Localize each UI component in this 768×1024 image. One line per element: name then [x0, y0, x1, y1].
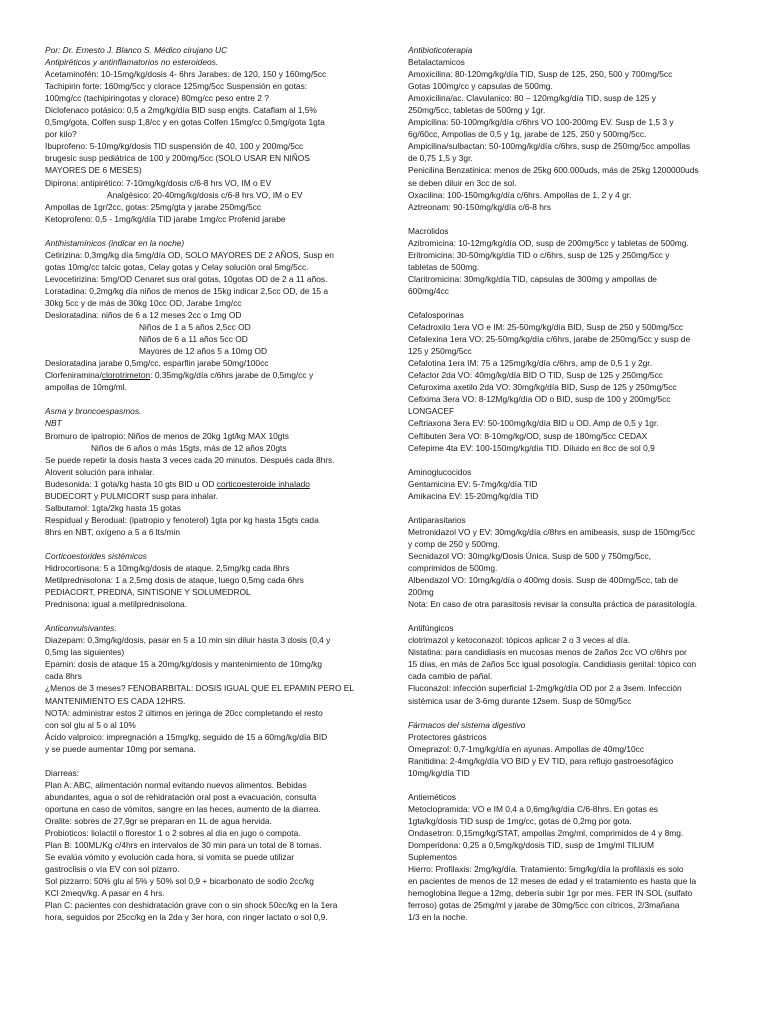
- underlined-text: corticoesteroide inhalado: [216, 478, 310, 489]
- text-line: BUDECORT y PULMICORT susp para inhalar.: [45, 490, 218, 501]
- section-heading: Corticoestorides sistémicos: [45, 550, 147, 561]
- section-heading: Antipiréticos y antinflamatorios no esteroideos.: [45, 57, 219, 68]
- text-line: Se evalúa vómito y evolución cada hora, si vomita se puede utilizar: [45, 852, 295, 863]
- text-line: Epamin: dosis de ataque 15 a 20mg/kg/dosis y mantenimiento de 10mg/kg: [45, 659, 323, 670]
- text-line: Ibuprofeno: 5-10mg/kg/dosis TID suspensión de 40, 100 y 200mg/5cc: [45, 141, 304, 152]
- text-line: Suplementos: [408, 852, 457, 863]
- text-line: Gentamicina EV: 5-7mg/kg/día TID: [408, 478, 538, 489]
- text-line: brugesic susp pediátrica de 100 y 200mg/5cc (SOLO USAR EN NIÑOS: [45, 153, 310, 164]
- text-line: Antifúngicos: [408, 623, 454, 634]
- text-line: Cetirizina: 0,3mg/kg día 5mg/día OD, SOLO MAYORES DE 2 AÑOS, Susp en: [45, 249, 334, 260]
- text-line: Hierro: Profilaxis: 2mg/kg/día. Tratamiento: 5mg/kg/día la profilaxis es solo: [408, 864, 684, 875]
- text-line: Cefalosporinas: [408, 310, 464, 321]
- text-line: gotas 10mg/cc talcic gotas, Celay gotas y Celay solución oral 5mg/5cc.: [45, 261, 309, 272]
- text-line: Diazepam: 0,3mg/kg/dosis, pasar en 5 a 10 min sin diluir hasta 3 dosis (0,4 y: [45, 635, 331, 646]
- spacer: [408, 297, 738, 309]
- text-line: Niños de 6 a 11 años 5cc OD: [139, 334, 248, 345]
- text-line: Albendazol VO: 10mg/kg/día o 400mg dosis. Susp de 400mg/5cc, tab de: [408, 575, 679, 586]
- text-line: Nota: En caso de otra parasitosis revisar la consulta práctica de parasitología.: [408, 599, 698, 610]
- text-line: Plan C: pacientes con deshidratación grave con o sin shock 50cc/kg en la 1era: [45, 900, 338, 911]
- text-line: oportuna en caso de vómitos, sangre en las heces, aumento de la diarrea.: [45, 803, 321, 814]
- text-line: Hidrocortisona: 5 a 10mg/kg/dosis de ataque. 2,5mg/kg cada 8hrs: [45, 563, 290, 574]
- text-line: Aminoglucocidos: [408, 466, 472, 477]
- right-column: [408, 44, 738, 1004]
- text-line: Claritromicina: 30mg/kg/día TID, capsulas de 300mg y ampollas de: [408, 273, 657, 284]
- spacer: [408, 213, 738, 225]
- text-line: ampollas de 10mg/ml.: [45, 382, 127, 393]
- text-line: en pacientes de menos de 12 meses de edad y el tratamiento es hasta que la: [408, 876, 697, 887]
- section-heading: Por: Dr. Ernesto J. Blanco S. Médico cirujano UC: [45, 45, 228, 55]
- text-line: Probioticos: liolactil o florestor 1 o 2 sobres al día en jugo o compota.: [45, 828, 301, 839]
- text-line: Betalactamicos: [408, 57, 465, 68]
- text-line: cada cambio de pañal.: [408, 671, 493, 682]
- text-line: Gotas 100mg/cc y capsulas de 500mg.: [408, 81, 553, 92]
- text-line: se deben diluir en 3cc de sol.: [408, 177, 517, 188]
- text-line: Dipirona: antipirético: 7-10mg/kg/dosis c/6-8 hrs VO, IM o EV: [45, 177, 272, 188]
- text-line: Ampollas de 1gr/2cc, gotas: 25mg/gta y jarabe 250mg/5cc: [45, 201, 262, 212]
- text-line: 30kg 5cc y de más de 30kg 10cc OD, Jarabe 1mg/cc: [45, 297, 242, 308]
- text-line: Niños de 6 años o más 15gts, más de 12 años 20gts: [91, 442, 287, 453]
- text-segment: Budesonida: 1 gota/kg hasta 10 gts BID u OD: [45, 478, 217, 489]
- text-line: clotrimazol y ketoconazol: tópicos aplicar 2 o 3 veces al día.: [408, 635, 631, 646]
- text-line: Salbutamol: 1gta/2kg hasta 15 gotas: [45, 502, 181, 513]
- text-line: Tachipirin forte: 160mg/5cc y clorace 125mg/5cc Suspensión en gotas:: [45, 81, 308, 92]
- text-line: Ondasetron: 0,15mg/kg/STAT, ampollas 2mg/ml, comprimidos de 4 y 8mg.: [408, 828, 684, 839]
- text-line: Antiparasitarios: [408, 514, 466, 525]
- text-line: y se puede aumentar 10mg por semana.: [45, 743, 196, 754]
- text-line: Antieméticos: [408, 791, 456, 802]
- text-line: cada 8hrs: [45, 671, 82, 682]
- section-heading: Antibioticoterapia: [408, 45, 473, 55]
- text-line: tabletas de 500mg.: [408, 261, 480, 272]
- spacer: [45, 538, 370, 550]
- text-line: 15 días, en más de 2años 5cc igual posología. Candidiasis genital: tópico con: [408, 659, 697, 670]
- text-line: Omeprazol: 0,7-1mg/kg/día en ayunas. Ampollas de 40mg/10cc: [408, 743, 645, 754]
- text-line: 250mg/5cc, tabletas de 500mg y 1gr.: [408, 105, 546, 116]
- text-line: Ceftibuten 3era VO: 8-10mg/kg/OD, susp de 180mg/5cc CEDAX: [408, 430, 648, 441]
- text-line: Plan A: ABC, alimentación normal evitando nuevos alimentos. Bebidas: [45, 779, 307, 790]
- text-line: Nistatina: para candidiasis en mucosas menos de 2años 2cc VO c/6hrs por: [408, 647, 687, 658]
- text-line: LONGACEF: [408, 406, 455, 417]
- text-line: Bromuro de ipatropio: Niños de menos de 20kg 1gt/kg MAX 10gts: [45, 430, 289, 441]
- text-line: Loratadina: 0,2mg/kg día niños de menos de 15kg indicar 2,5cc OD, de 15 a: [45, 285, 329, 296]
- text-line: Domperidona: 0,25 a 0,5mg/kg/dosis TID, susp de 1mg/ml TILIUM: [408, 840, 654, 851]
- spacer: [408, 454, 738, 466]
- text-line: Eritromicina: 30-50mg/kg/día TID o c/6hrs, susp de 125 y 250mg/5cc y: [408, 249, 670, 260]
- text-line: Azitromicina: 10-12mg/kg/día OD, susp de 200mg/5cc y tabletas de 500mg.: [408, 237, 689, 248]
- section-heading: Anticonvulsivantes.: [45, 623, 117, 634]
- text-line: Amoxicilina: 80-120mg/kg/día TID, Susp de 125, 250, 500 y 700mg/5cc: [408, 69, 673, 80]
- spacer: [408, 707, 738, 719]
- text-line: 1gta/kg/dosis TID susp de 1mg/cc, gotas de 0,2mg por gota.: [408, 816, 632, 826]
- text-line: por kilo?: [45, 129, 77, 140]
- text-line: Cefepime 4ta EV: 100-150mg/kg/día TID. Diluido en 8cc de sol 0,9: [408, 442, 655, 453]
- text-line: Oxacilina: 100-150mg/kg/día c/6hrs. Ampollas de 1, 2 y 4 gr.: [408, 189, 632, 200]
- text-line: Metronidazol VO y EV: 30mg/kg/día c/8hrs en amibeasis, susp de 150mg/5cc: [408, 526, 695, 537]
- text-line: 200mg: [408, 587, 434, 598]
- text-line: y comp de 250 y 500mg.: [408, 538, 500, 549]
- text-line: [45, 478, 370, 490]
- text-line: comprimidos de 500mg.: [408, 563, 498, 574]
- text-line: Ranitidina: 2-4mg/kg/día VO BID y EV TID, para reflujo gastroesofágico: [408, 755, 674, 766]
- text-line: Cefixima 3era VO: 8-12Mg/kg/día OD o BID, susp de 100 y 200mg/5cc: [408, 394, 671, 405]
- text-line: MAYORES DE 6 MESES): [45, 165, 142, 176]
- section-heading: Asma y broncoespasmos.: [45, 406, 142, 417]
- text-line: ferroso) gotas de 25mg/ml y jarabe de 30mg/5cc con cítricos, 2/3mañana: [408, 900, 680, 911]
- text-line: Diclofenaco potásico: 0,5 a 2mg/kg/día BID susp engts. Cataflam al 1,5%: [45, 105, 317, 116]
- text-line: Niños de 1 a 5 años 2,5cc OD: [139, 322, 251, 333]
- text-line: sistémica usar de 3-6mg durante 12sem. Susp de 50mg/5cc: [408, 695, 632, 706]
- text-line: Aztreonam: 90-150mg/kg/día c/6-8 hrs: [408, 201, 551, 212]
- text-line: Se puede repetir la dosis hasta 3 veces cada 20 minutos. Después cada 8hrs.: [45, 454, 335, 465]
- text-line: MANTENIMIENTO ES CADA 12HRS.: [45, 695, 186, 706]
- text-line: Ceftriaxona 3era EV: 50-100mg/kg/día BID u OD. Amp de 0,5 y 1gr.: [408, 418, 659, 429]
- text-line: Diarreas:: [45, 767, 79, 778]
- text-line: Metilprednisolona: 1 a 2,5mg dosis de ataque, luego 0,5mg cada 6hrs: [45, 575, 304, 586]
- text-line: Cefalexina 1era VO: 25-50mg/kg/día c/6hrs, jarabe de 250mg/5cc y susp de: [408, 334, 691, 345]
- text-segment: : 0,35mg/kg/día c/6hrs jarabe de 0,5mg/cc y: [150, 370, 314, 381]
- text-line: 6g/60cc, Ampollas de 0,5 y 1g, jarabe de 125, 250 y 500mg/5cc.: [408, 129, 647, 140]
- text-line: Amikacina EV: 15-20mg/kg/día TID: [408, 490, 539, 501]
- text-line: abundantes, agua o sol de rehidratación oral post a evacuación, consulta: [45, 791, 317, 802]
- text-line: Desloratadina: niños de 6 a 12 meses 2cc o 1mg OD: [45, 310, 242, 321]
- spacer: [408, 610, 738, 622]
- text-line: Macrolidos: [408, 225, 449, 236]
- text-line: Cefuroxima axetilo 2da VO: 30mg/kg/día BID, Susp de 125 y 250mg/5cc: [408, 382, 677, 393]
- section-heading: NBT: [45, 418, 62, 429]
- text-line: ¿Menos de 3 meses? FENOBARBITAL: DOSIS IGUAL QUE EL EPAMIN PERO EL: [45, 683, 355, 694]
- text-line: Ácido valproico: impregnación a 15mg/kg, seguido de 15 a 60mg/kg/día BID: [45, 731, 328, 742]
- text-line: 1/3 en la noche.: [408, 912, 468, 923]
- text-line: Amoxicilina/ac. Clavulanico: 80 – 120mg/kg/día TID, susp de 125 y: [408, 93, 656, 104]
- text-line: 100mg/cc (tachipiringotas y clorace) 80mg/cc peso entre 2 ?: [45, 93, 269, 104]
- text-line: Protectores gástricos: [408, 731, 487, 742]
- text-line: Fluconazol: infección superficial 1-2mg/kg/día OD por 2 a 3sem. Infección: [408, 683, 682, 694]
- text-line: hora, seguidos por 25cc/kg en la 2da y 3er hora, con ringer lactato o sol 0,9.: [45, 912, 328, 923]
- text-line: Penicilina Benzatinica: menos de 25kg 600.000uds, más de 25kg 1200000uds: [408, 165, 699, 176]
- text-line: 125 y 250mg/5cc: [408, 346, 472, 357]
- text-line: Respidual y Berodual: (ipatropio y fenoterol) 1gta por kg hasta 15gts cada: [45, 514, 319, 525]
- text-line: PEDIACORT, PREDNA, SINTISONE Y SOLUMEDROL: [45, 587, 251, 598]
- text-line: NOTA: administrar estos 2 últimos en jeringa de 20cc completando el resto: [45, 707, 323, 718]
- text-line: Levocetirizina: 5mg/OD Cenaret sus oral gotas, 10gotas OD de 2 a 11 años.: [45, 273, 328, 284]
- text-line: Metoclopramida: VO e IM 0,4 a 0,6mg/kg/día C/6-8hrs. En gotas es: [408, 803, 658, 814]
- text-line: Plan B: 100ML/Kg c/4hrs en intervalos de 30 min para un total de 8 tomas.: [45, 840, 322, 851]
- text-line: Ampicilina/sulbactan: 50-100mg/kg/día c/6hrs, susp de 250mg/5cc ampollas: [408, 141, 691, 152]
- text-line: Prednisona: igual a metilprednisolona.: [45, 599, 187, 610]
- left-column: [45, 44, 370, 1004]
- underlined-text: clorotrimeton: [101, 370, 151, 381]
- text-line: Analgésico: 20-40mg/kg/dosis c/6-8 hrs VO, IM o EV: [107, 189, 303, 200]
- section-heading: Fármacos del sistema digestivo: [408, 719, 526, 730]
- text-line: 10mg/kg/día TID: [408, 767, 470, 778]
- text-line: 0,5mg las siguientes): [45, 647, 125, 658]
- text-line: Ketoprofeno: 0,5 - 1mg/kg/día TID jarabe 1mg/cc Profenid jarabe: [45, 213, 286, 224]
- text-line: hemoglobina llegue a 12mg, debería subir 1gr por mes. FER IN SOL (sulfato: [408, 888, 693, 899]
- spacer: [45, 393, 370, 405]
- text-line: de 0,75 1,5 y 3gr.: [408, 153, 473, 164]
- text-line: 600mg/4cc: [408, 285, 449, 296]
- spacer: [45, 755, 370, 767]
- text-line: Mayores de 12 años 5 a 10mg OD: [139, 346, 268, 357]
- text-line: Cefalotina 1era IM: 75 a 125mg/kg/día c/6hrs, amp de 0,5 1 y 2gr.: [408, 358, 652, 369]
- text-line: Cefaclor 2da VO: 40mg/kg/día BID O TID, Susp de 125 y 250mg/5cc: [408, 370, 663, 381]
- text-line: Ampicilina: 50-100mg/kg/día c/6hrs VO 100-200mg EV. Susp de 1,5 3 y: [408, 117, 674, 128]
- text-line: Cefadroxilo 1era VO e IM: 25-50mg/kg/día BID, Susp de 250 y 500mg/5cc: [408, 322, 684, 333]
- text-line: 8hrs en NBT, oxígeno a 5 a 6 lts/min: [45, 526, 181, 537]
- text-line: con sol glu al 5 o al 10%: [45, 719, 136, 730]
- text-line: Alovent solución para inhalar.: [45, 466, 155, 477]
- text-segment: Clorfeniramina/: [45, 370, 102, 381]
- text-line: [45, 369, 370, 381]
- text-line: Desloratadina jarabe 0,5mg/cc, esparflin jarabe 50mg/100cc: [45, 358, 269, 369]
- text-line: Acetaminofén: 10-15mg/kg/dosis 4- 6hrs Jarabes: de 120, 150 y 160mg/5cc: [45, 69, 327, 80]
- text-line: KCl 2meqv/kg. A pasar en 4 hrs.: [45, 888, 165, 899]
- text-line: 0,5mg/gota, Colfen susp 1,8/cc y en gotas Colfen 15mg/cc 0,5mg/gota 1gta: [45, 117, 325, 128]
- spacer: [408, 779, 738, 791]
- text-line: gastroclisis o vía EV con sol pizarro.: [45, 864, 180, 875]
- text-line: Sol pizzarro: 50% glu al 5% y 50% sol 0,9 + bicarbonato de sodio 2cc/kg: [45, 876, 314, 887]
- spacer: [45, 225, 370, 237]
- spacer: [408, 502, 738, 514]
- text-line: Oralite: sobres de 27,9gr se preparan en 1L de agua hervida.: [45, 816, 272, 826]
- section-heading: Antihistamínicos (indicar en la noche): [45, 237, 185, 248]
- text-line: Secnidazol VO: 30mg/kg/Dosis Única. Susp de 500 y 750mg/5cc,: [408, 550, 652, 561]
- spacer: [45, 610, 370, 622]
